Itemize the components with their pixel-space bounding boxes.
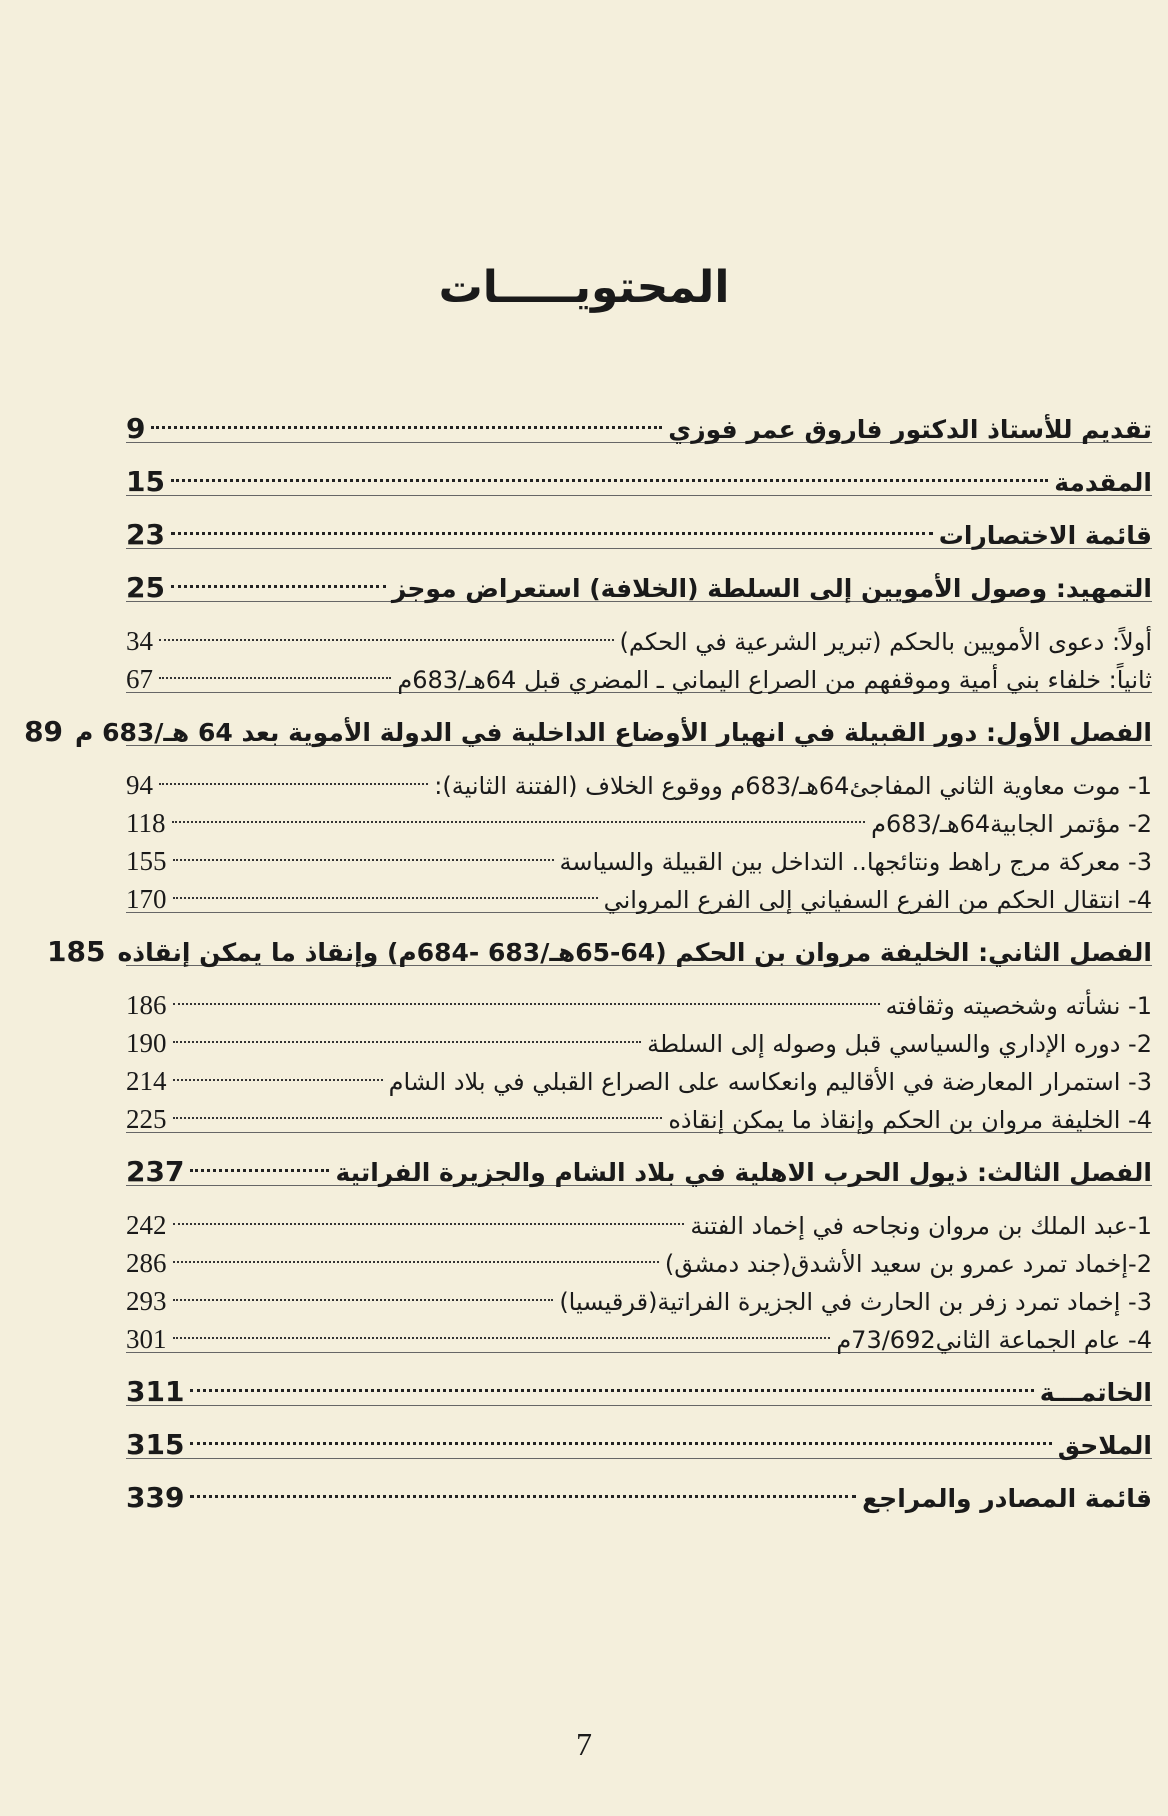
toc-entry-title: ثانياً: خلفاء بني أمية وموقفهم من الصراع اليماني ـ المضري قبل 64هـ/683م bbox=[397, 666, 1152, 694]
toc-entry-page: 34 bbox=[126, 626, 153, 656]
toc-entry-title: الخاتمـــة bbox=[1039, 1378, 1152, 1407]
toc-entry-page: 170 bbox=[126, 884, 167, 914]
toc-entry bbox=[47, 923, 1152, 968]
dot-leader bbox=[159, 612, 614, 650]
dot-leader bbox=[173, 976, 880, 1014]
dot-leader bbox=[173, 1272, 554, 1310]
toc-entry-title: 1- موت معاوية الثاني المفاجئ64هـ/683م ووقوع الخلاف (الفتنة الثانية): bbox=[434, 772, 1152, 800]
dot-leader bbox=[171, 453, 1048, 491]
dot-leader bbox=[173, 1310, 831, 1348]
divider bbox=[126, 1458, 1152, 1459]
toc-entry-page: 25 bbox=[126, 571, 165, 604]
dot-leader bbox=[173, 832, 554, 870]
toc-entry bbox=[126, 453, 1152, 498]
toc-entry-title: 1- نشأته وشخصيته وثقافته bbox=[885, 992, 1152, 1020]
toc-entry-page: 214 bbox=[126, 1066, 167, 1096]
dot-leader bbox=[173, 1014, 642, 1052]
toc-entry bbox=[126, 1363, 1152, 1408]
toc-entry-page: 15 bbox=[126, 465, 165, 498]
toc-entry-title: الفصل الثاني: الخليفة مروان بن الحكم (64-65هـ/683 -684م) وإنقاذ ما يمكن إنقاذه bbox=[117, 938, 1152, 967]
toc-entry-title: 2- دوره الإداري والسياسي قبل وصوله إلى السلطة bbox=[647, 1030, 1152, 1058]
toc-entry-page: 94 bbox=[126, 770, 153, 800]
divider bbox=[126, 495, 1152, 496]
toc-entry-title: التمهيد: وصول الأمويين إلى السلطة (الخلافة) استعراض موجز bbox=[391, 574, 1152, 603]
toc-entry-title: الفصل الأول: دور القبيلة في انهيار الأوضاع الداخلية في الدولة الأموية بعد 64 هـ/683 م bbox=[75, 718, 1152, 747]
toc-entry-page: 339 bbox=[126, 1481, 185, 1514]
dot-leader bbox=[173, 1234, 659, 1272]
toc-entry-page: 155 bbox=[126, 846, 167, 876]
toc-entry-page: 293 bbox=[126, 1286, 167, 1316]
toc-entry-page: 67 bbox=[126, 664, 153, 694]
toc-entry-page: 286 bbox=[126, 1248, 167, 1278]
toc-entry-page: 118 bbox=[126, 808, 166, 838]
toc-entry bbox=[126, 506, 1152, 551]
toc-entry-page: 301 bbox=[126, 1324, 167, 1354]
toc-entry bbox=[126, 400, 1152, 445]
toc-entry-title: المقدمة bbox=[1054, 468, 1152, 497]
toc-entry-title: أولاً: دعوى الأمويين بالحكم (تبرير الشرعية في الحكم) bbox=[619, 628, 1152, 656]
dot-leader bbox=[190, 1143, 329, 1181]
toc-entry-title: 1-عبد الملك بن مروان ونجاحه في إخماد الفتنة bbox=[690, 1212, 1152, 1240]
page-title: المحتويـــــات bbox=[438, 262, 730, 313]
toc-entry-page: 242 bbox=[126, 1210, 167, 1240]
toc-entry-title: قائمة الاختصارات bbox=[938, 521, 1152, 550]
dot-leader bbox=[159, 756, 428, 794]
toc-subentry bbox=[126, 612, 1152, 656]
toc-entry bbox=[126, 1143, 1152, 1188]
dot-leader bbox=[151, 400, 662, 438]
toc-entry-title: 3- استمرار المعارضة في الأقاليم وانعكاسه على الصراع القبلي في بلاد الشام bbox=[388, 1068, 1152, 1096]
toc-entry-title: 4- انتقال الحكم من الفرع السفياني إلى الفرع المرواني bbox=[603, 886, 1152, 914]
toc-entry-page: 190 bbox=[126, 1028, 167, 1058]
toc-entry-title: قائمة المصادر والمراجع bbox=[862, 1484, 1152, 1513]
dot-leader bbox=[190, 1416, 1051, 1454]
toc-entry-title: 3- إخماد تمرد زفر بن الحارث في الجزيرة الفراتية(قرقيسيا) bbox=[559, 1288, 1152, 1316]
toc-entry bbox=[126, 1416, 1152, 1461]
toc-entry-page: 225 bbox=[126, 1104, 167, 1134]
dot-leader bbox=[173, 1090, 663, 1128]
toc-subentry bbox=[126, 1196, 1152, 1240]
toc-entry bbox=[126, 1469, 1152, 1514]
dot-leader bbox=[159, 650, 391, 688]
dot-leader bbox=[171, 559, 386, 597]
dot-leader bbox=[171, 506, 933, 544]
toc-entry-page: 186 bbox=[126, 990, 167, 1020]
toc-entry-page: 23 bbox=[126, 518, 165, 551]
toc-subentry bbox=[126, 756, 1152, 800]
toc-entry-page: 237 bbox=[126, 1155, 185, 1188]
table-of-contents bbox=[24, 400, 1152, 1514]
toc-entry-page: 89 bbox=[24, 715, 64, 748]
dot-leader bbox=[172, 794, 866, 832]
toc-entry-page: 185 bbox=[47, 935, 106, 968]
toc-entry-title: الفصل الثالث: ذيول الحرب الاهلية في بلاد الشام والجزيرة الفراتية bbox=[335, 1158, 1152, 1187]
toc-entry-title: 2-إخماد تمرد عمرو بن سعيد الأشدق(جند دمشق) bbox=[664, 1250, 1152, 1278]
dot-leader bbox=[173, 1196, 685, 1234]
toc-entry-title: الملاحق bbox=[1057, 1431, 1152, 1460]
toc-entry-page: 315 bbox=[126, 1428, 185, 1461]
toc-entry-title: تقديم للأستاذ الدكتور فاروق عمر فوزي bbox=[668, 415, 1152, 444]
dot-leader bbox=[173, 870, 598, 908]
toc-entry bbox=[126, 559, 1152, 604]
toc-entry-title: 2- مؤتمر الجابية64هـ/683م bbox=[871, 810, 1152, 838]
toc-entry-title: 4- عام الجماعة الثاني73/692م bbox=[836, 1326, 1152, 1354]
page-number: 7 bbox=[576, 1726, 592, 1762]
dot-leader bbox=[173, 1052, 383, 1090]
toc-entry-title: 4- الخليفة مروان بن الحكم وإنقاذ ما يمكن إنقاذه bbox=[668, 1106, 1152, 1134]
divider bbox=[126, 1405, 1152, 1406]
toc-entry-page: 9 bbox=[126, 412, 146, 445]
dot-leader bbox=[190, 1469, 856, 1507]
toc-entry-title: 3- معركة مرج راهط ونتائجها.. التداخل بين القبيلة والسياسة bbox=[559, 848, 1152, 876]
toc-entry-page: 311 bbox=[126, 1375, 185, 1408]
dot-leader bbox=[190, 1363, 1033, 1401]
toc-subentry bbox=[126, 976, 1152, 1020]
toc-entry bbox=[24, 703, 1152, 748]
